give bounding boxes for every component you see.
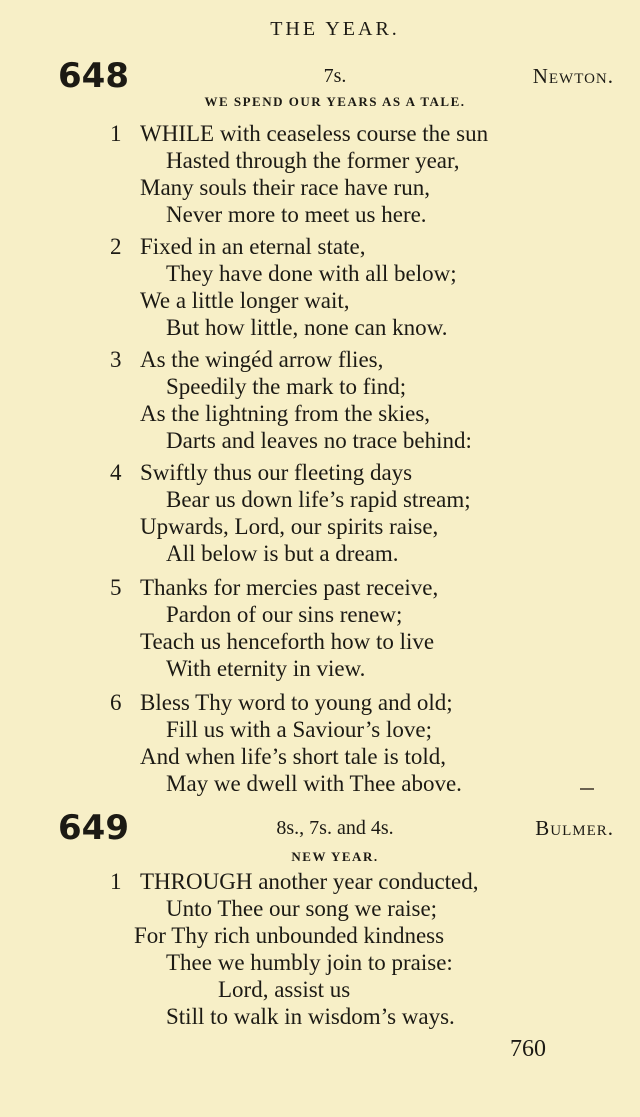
stanza-number: 2 [110,234,122,259]
printer-mark [580,788,594,790]
tune-name: Newton. [532,64,614,88]
hymn-subtitle: NEW YEAR. [291,849,379,864]
verse-line: Bless Thy word to young and old; [140,690,453,715]
verse-line: WHILE with ceaseless course the sun [140,121,489,146]
running-head: THE YEAR. [270,18,400,40]
verse-line: Still to walk in wisdom’s ways. [166,1004,455,1029]
verse-line: For Thy rich unbounded kindness [134,923,445,948]
stanza-number: 1 [110,121,122,146]
hymn-number: 649 [58,808,129,848]
verse-line: And when life’s short tale is told, [140,744,446,769]
verse-line: Many souls their race have run, [140,175,430,200]
verse-line: Fill us with a Saviour’s love; [166,717,432,742]
stanza-number: 4 [110,460,122,485]
verse-line: Hasted through the former year, [166,148,460,173]
hymn-meter: 8s., 7s. and 4s. [276,817,394,839]
verse-line: Pardon of our sins renew; [166,602,403,627]
hymn-649-header [0,808,640,848]
stanza-number: 5 [110,575,122,600]
verse-line: We a little longer wait, [140,288,350,313]
verse-line: Never more to meet us here. [166,202,427,227]
verse-line: Swiftly thus our fleeting days [140,460,413,485]
hymn-meter: 7s. [323,65,347,87]
verse-line: All below is but a dream. [166,541,399,566]
verse-line: With eternity in view. [166,656,366,681]
verse-line: Thee we humbly join to praise: [166,950,453,975]
hymn-subtitle: WE SPEND OUR YEARS AS A TALE. [204,94,466,109]
verse-line: Fixed in an eternal state, [140,234,366,259]
verse-line: May we dwell with Thee above. [166,771,462,796]
verse-line: As the wingéd arrow flies, [140,347,384,372]
verse-line: Teach us henceforth how to live [140,629,435,654]
verse-line: Speedily the mark to find; [166,374,407,399]
verse-line: Lord, assist us [218,977,351,1002]
verse-line: But how little, none can know. [166,315,448,340]
stanza-number: 3 [110,347,122,372]
stanza-number: 6 [110,690,122,715]
verse-line: THROUGH another year conducted, [140,869,479,894]
verse-line: Unto Thee our song we raise; [166,896,438,921]
hymn-648-header [0,56,640,96]
verse-line: Thanks for mercies past receive, [140,575,439,600]
page-number: 760 [510,1036,546,1062]
verse-line: Darts and leaves no trace behind: [166,428,472,453]
verse-line: As the lightning from the skies, [140,401,431,426]
verse-line: Upwards, Lord, our spirits raise, [140,514,439,539]
verse-line: Bear us down life’s rapid stream; [166,487,471,512]
tune-name: Bulmer. [535,816,614,840]
verse-line: They have done with all below; [166,261,457,286]
hymn-number: 648 [58,56,129,96]
stanza-number: 1 [110,869,122,894]
